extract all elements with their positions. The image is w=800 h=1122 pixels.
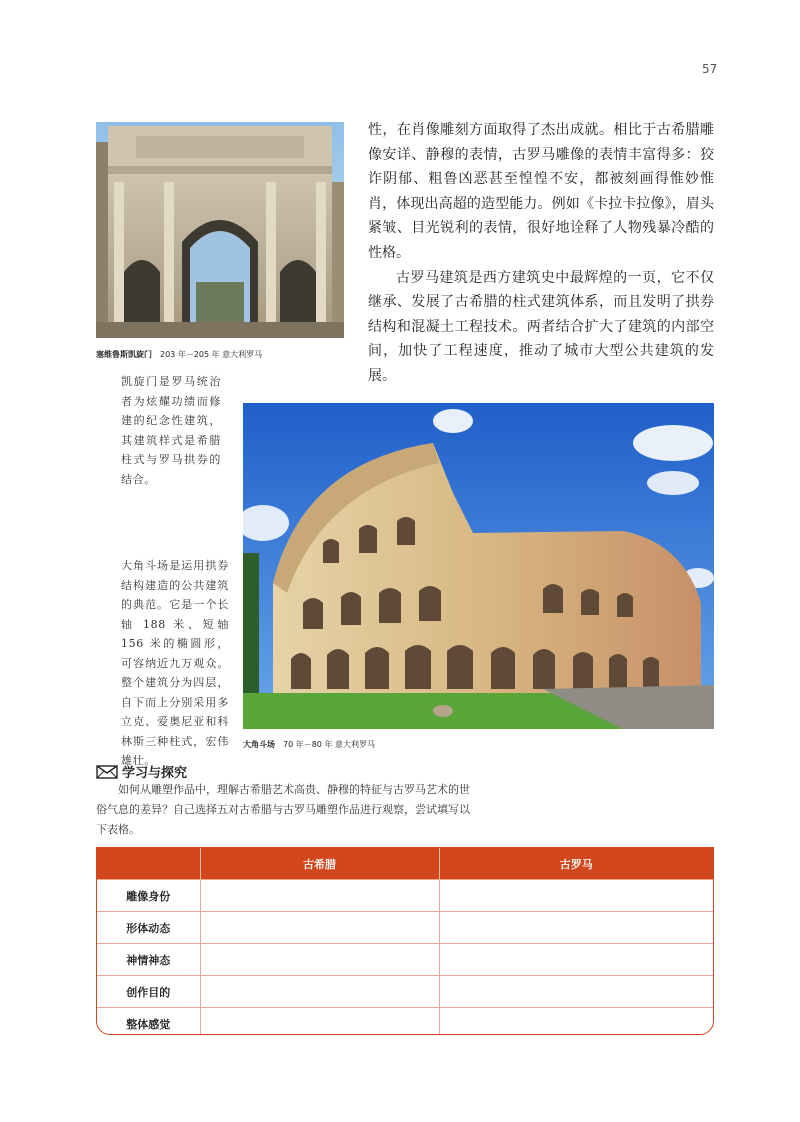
row-label: 创作目的	[97, 976, 200, 1008]
arch-caption-meta: 203 年－205 年 意大利罗马	[160, 350, 263, 359]
section-heading	[96, 762, 187, 781]
row-label: 整体感觉	[97, 1008, 200, 1036]
pencil-envelope-icon	[96, 765, 118, 779]
table-row	[97, 976, 713, 1008]
table-row	[97, 880, 713, 912]
arch-note: 凯旋门是罗马统治者为炫耀功绩而修建的纪念性建筑，其建筑样式是希腊柱式与罗马拱券的结合。	[121, 375, 221, 486]
section-heading-label: 学习与探究	[122, 766, 188, 781]
colosseum-caption	[243, 739, 375, 750]
row-label: 形体动态	[97, 912, 200, 944]
arch-caption	[96, 349, 262, 360]
roman-cell[interactable]	[439, 1008, 713, 1036]
colosseum-note: 大角斗场是运用拱券结构建造的公共建筑的典范。它是一个长轴 188 米、短轴 156 米的椭圆形，可容纳近九万观众。整个建筑分为四层，自下而上分别采用多立克、爱奥尼亚和科林斯三种柱式，宏伟雄壮。	[121, 559, 229, 767]
greek-cell[interactable]	[200, 976, 439, 1008]
table-header-row	[97, 848, 713, 880]
table-header-corner	[97, 848, 200, 880]
colosseum-caption-meta: 70 年－80 年 意大利罗马	[283, 740, 375, 749]
section-intro: 如何从雕塑作品中，理解古希腊艺术高贵、静穆的特征与古罗马艺术的世俗气息的差异？自己选择五对古希腊与古罗马雕塑作品进行观察，尝试填写以下表格。	[96, 783, 470, 836]
body-paragraph-2: 古罗马建筑是西方建筑史中最辉煌的一页，它不仅继承、发展了古希腊的柱式建筑体系，而且发明了拱券结构和混凝土工程技术。两者结合扩大了建筑的内部空间，加快了工程速度，推动了城市大型公共建筑的发展。	[368, 269, 714, 384]
table-row	[97, 912, 713, 944]
roman-cell[interactable]	[439, 976, 713, 1008]
body-paragraph-1: 性，在肖像雕刻方面取得了杰出成就。相比于古希腊雕像安详、静穆的表情，古罗马雕像的表情丰富得多：狡诈阴郁、粗鲁凶恶甚至惶惶不安，都被刻画得惟妙惟肖，体现出高超的造型能力。例如《卡拉卡拉像》，眉头紧皱、目光锐利的表情，很好地诠释了人物残暴冷酷的性格。	[368, 122, 714, 261]
greek-cell[interactable]	[200, 1008, 439, 1036]
table-header-roman: 古罗马	[439, 848, 713, 880]
greek-cell[interactable]	[200, 944, 439, 976]
row-label: 雕像身份	[97, 880, 200, 912]
colosseum-caption-title: 大角斗场	[243, 740, 275, 749]
roman-cell[interactable]	[439, 880, 713, 912]
greek-cell[interactable]	[200, 880, 439, 912]
page-number: 57	[702, 62, 718, 76]
comparison-table	[96, 847, 714, 1035]
roman-cell[interactable]	[439, 944, 713, 976]
table-header-greek: 古希腊	[200, 848, 439, 880]
colosseum-photo	[243, 403, 714, 729]
roman-cell[interactable]	[439, 912, 713, 944]
row-label: 神情神态	[97, 944, 200, 976]
table-row	[97, 1008, 713, 1036]
arch-photo	[96, 122, 344, 338]
arch-caption-title: 塞维鲁斯凯旋门	[96, 350, 152, 359]
body-text	[368, 118, 714, 389]
table-row	[97, 944, 713, 976]
greek-cell[interactable]	[200, 912, 439, 944]
